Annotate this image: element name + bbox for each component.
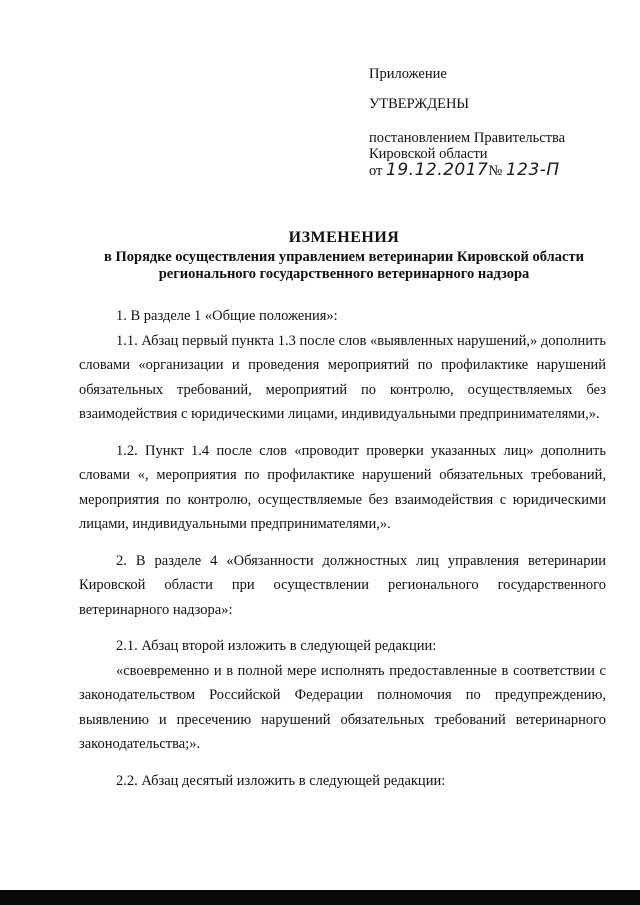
appendix-label: Приложение	[369, 66, 447, 82]
document-body	[79, 304, 606, 793]
document-title	[60, 229, 628, 283]
title-main: ИЗМЕНЕНИЯ	[288, 229, 400, 246]
title-line-1: в Порядке осуществления управлением ветеринарии Кировской области	[104, 249, 584, 265]
date-prefix: от	[369, 163, 383, 179]
handwritten-date: 19.12.2017	[386, 160, 489, 180]
paragraph: 1.2. Пункт 1.4 после слов «проводит проверки указанных лиц» дополнить словами «, мероприятия по профилактике нарушений обязательных требований, мероприятия по контролю, осуществляемые без взаимодействия с юридическими лицами, индивидуальными предпринимателями,».	[79, 442, 606, 532]
paragraph: 1.1. Абзац первый пункта 1.3 после слов «выявленных нарушений,» дополнить словами «организации и проведения мероприятий по профилактике нарушений обязательных требований, мероприятий по контролю, осуществляемых без взаимодействия с юридическими лицами, индивидуальными предпринимателями,».	[79, 332, 606, 422]
decree-line-1: постановлением Правительства	[369, 130, 566, 146]
handwritten-number: 123-П	[505, 160, 560, 180]
decree-line-2: Кировской области	[369, 146, 488, 162]
paragraph: 2.2. Абзац десятый изложить в следующей редакции:	[116, 772, 446, 789]
number-prefix: №	[488, 163, 503, 179]
scan-edge-bar	[0, 890, 640, 905]
paragraph: «своевременно и в полной мере исполнять предоставленные в соответствии с законодательством Российской Федерации полномочия по предупреждению, выявлению и пресечению нарушений обязательных требований ветеринарного законодательства;».	[79, 662, 606, 752]
paragraph: 2. В разделе 4 «Обязанности должностных лиц управления ветеринарии Кировской области при осуществлении регионального государственного ветеринарного надзора»:	[79, 552, 606, 618]
decree-date-line	[369, 162, 619, 179]
title-line-2: регионального государственного ветеринарного надзора	[158, 266, 530, 282]
approval-block	[369, 66, 619, 179]
approved-label: УТВЕРЖДЕНЫ	[369, 96, 470, 112]
paragraph: 1. В разделе 1 «Общие положения»:	[116, 308, 338, 324]
paragraph: 2.1. Абзац второй изложить в следующей редакции:	[116, 638, 437, 654]
